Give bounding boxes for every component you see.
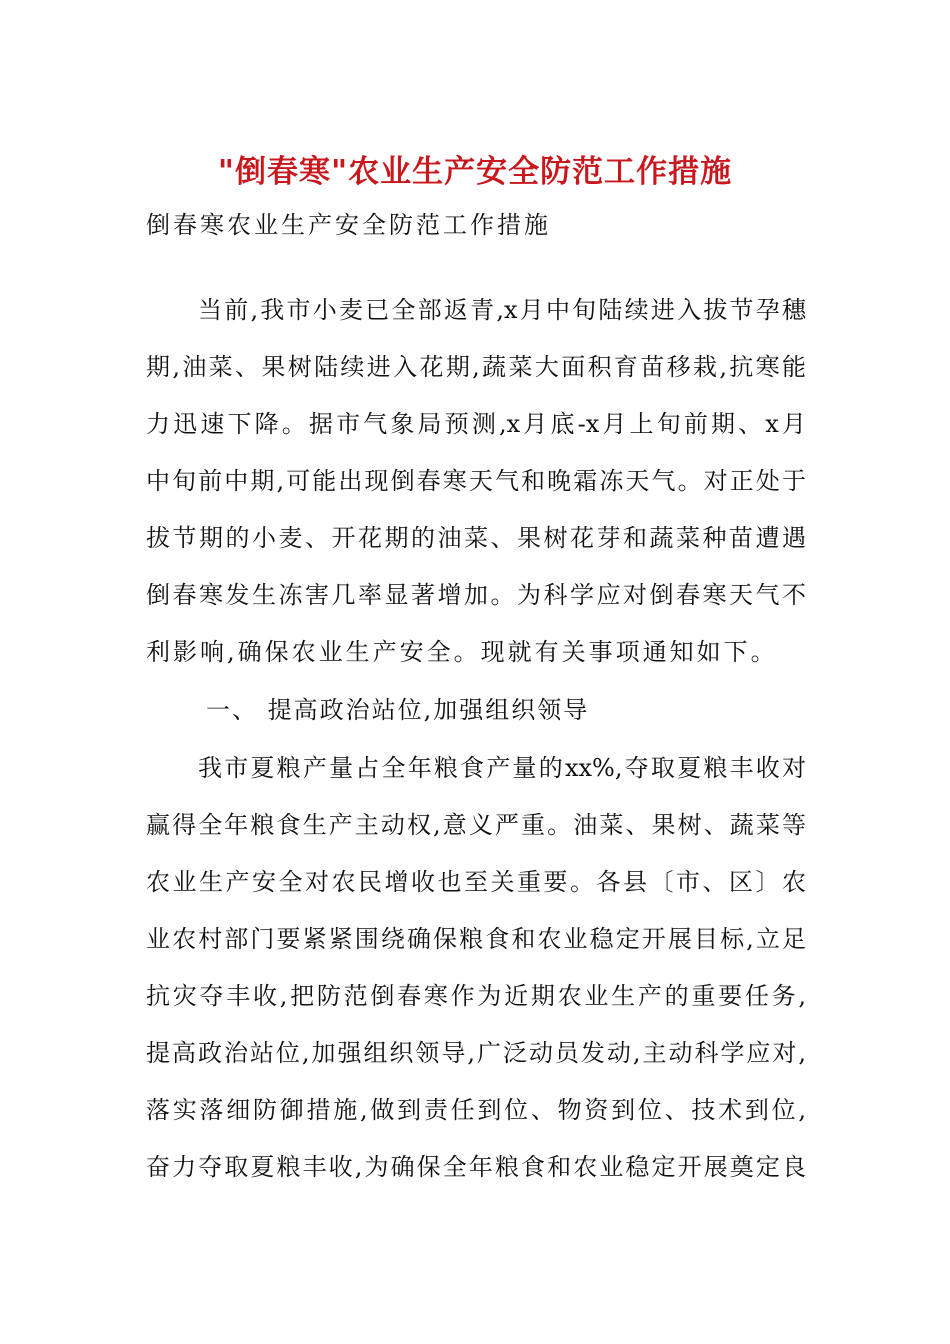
paragraph-1-line-3: 力迅速下降。据市气象局预测,x月底-x月上旬前期、x月: [146, 410, 806, 438]
paragraph-2-line-4: 业农村部门要紧紧围绕确保粮食和农业稳定开展目标,立足: [146, 925, 806, 953]
paragraph-1-line-5: 拔节期的小麦、开花期的油菜、果树花芽和蔬菜种苗遭遇: [146, 524, 806, 552]
document-title: "倒春寒"农业生产安全防范工作措施: [217, 154, 733, 190]
paragraph-2-line-7: 落实落细防御措施,做到责任到位、物资到位、技术到位,: [146, 1096, 806, 1124]
paragraph-2-line-3: 农业生产安全对农民增收也至关重要。各县〔市、区〕农: [146, 868, 806, 896]
paragraph-1-line-6: 倒春寒发生冻害几率显著增加。为科学应对倒春寒天气不: [146, 581, 806, 609]
paragraph-2-line-5: 抗灾夺丰收,把防范倒春寒作为近期农业生产的重要任务,: [146, 982, 806, 1010]
paragraph-1-line-7: 利影响,确保农业生产安全。现就有关事项通知如下。: [146, 638, 778, 666]
paragraph-2-line-1: 我市夏粮产量占全年粮食产量的xx%,夺取夏粮丰收对: [198, 754, 806, 782]
section-heading-1: 一、 提高政治站位,加强组织领导: [206, 696, 590, 724]
paragraph-1-line-4: 中旬前中期,可能出现倒春寒天气和晚霜冻天气。对正处于: [146, 467, 806, 495]
document-subtitle: 倒春寒农业生产安全防范工作措施: [146, 211, 551, 239]
paragraph-1-line-2: 期,油菜、果树陆续进入花期,蔬菜大面积育苗移栽,抗寒能: [146, 353, 806, 381]
paragraph-2-line-2: 赢得全年粮食生产主动权,意义严重。油菜、果树、蔬菜等: [146, 811, 806, 839]
paragraph-1-line-1: 当前,我市小麦已全部返青,x月中旬陆续进入拔节孕穗: [198, 296, 806, 324]
paragraph-2-line-6: 提高政治站位,加强组织领导,广泛动员发动,主动科学应对,: [146, 1039, 806, 1067]
paragraph-2-line-8: 奋力夺取夏粮丰收,为确保全年粮食和农业稳定开展奠定良: [146, 1153, 806, 1181]
